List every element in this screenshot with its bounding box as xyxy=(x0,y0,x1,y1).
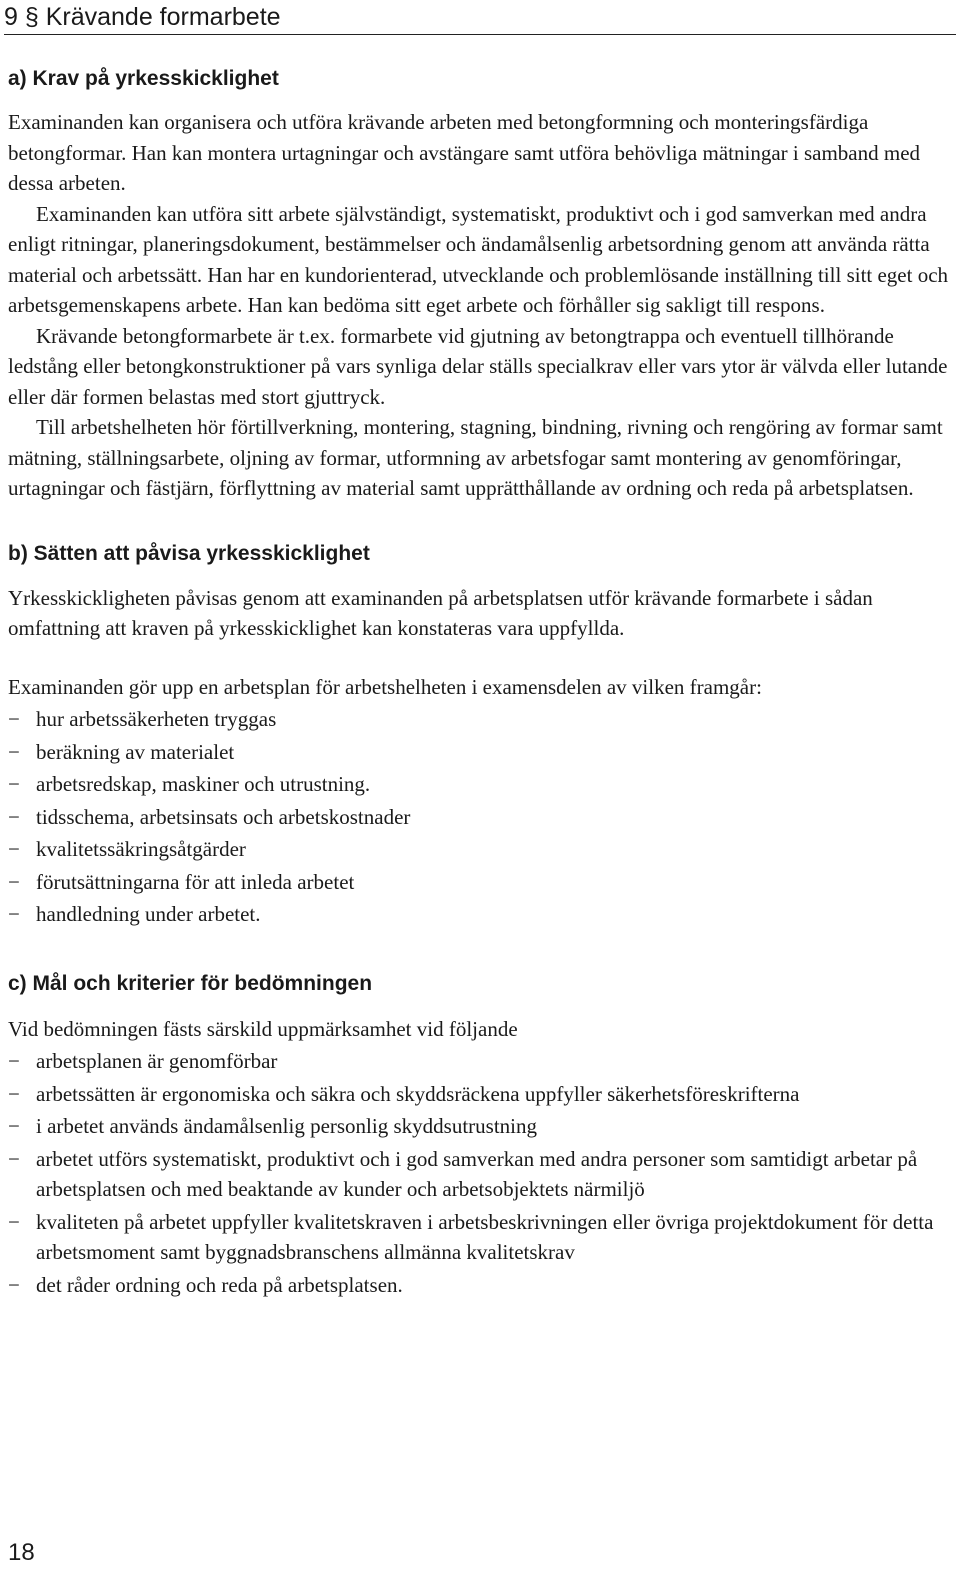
dash-marker: − xyxy=(8,1209,20,1234)
list-item: − förutsättningarna för att inleda arbetet xyxy=(8,867,952,898)
list-item: − hur arbetssäkerheten tryggas xyxy=(8,704,952,735)
section-b-paragraph-1: Yrkesskickligheten påvisas genom att examinanden på arbetsplatsen utför krävande formarbete i sådan omfattning att kraven på yrkesskicklighet kan konstateras vara uppfyllda. xyxy=(8,585,873,640)
dash-marker: − xyxy=(8,772,20,796)
dash-marker: − xyxy=(8,1146,20,1171)
list-item: − arbetet utförs systematiskt, produktivt och i god samverkan med andra personer som samtidigt arbetar på arbetsplatsen och med beaktande av kunder och arbetsobjektets närmiljö xyxy=(8,1144,952,1205)
document-body xyxy=(8,60,952,1302)
dash-marker: − xyxy=(8,739,20,764)
section-a-paragraph-4: Till arbetshelheten hör förtillverkning, montering, stagning, bindning, rivning och rengöring av formar samt mätning, ställningsarbete, oljning av formar, utformning av arbetsfogar samt montering av genomföringar, urtagningar och fästjärn, förflyttning av material samt upprätthållande av ordning och reda på arbetsplatsen. xyxy=(8,415,943,500)
list-item: − arbetsplanen är genomförbar xyxy=(8,1046,952,1077)
dash-marker: − xyxy=(8,869,20,894)
section-c-heading: c) Mål och kriterier för bedömningen xyxy=(8,971,373,995)
list-item: − i arbetet används ändamålsenlig personlig skyddsutrustning xyxy=(8,1111,952,1142)
section-c-intro: Vid bedömningen fästs särskild uppmärksamhet vid följande xyxy=(8,1016,518,1041)
dash-marker: − xyxy=(8,1272,20,1297)
dash-marker: − xyxy=(8,1049,20,1073)
section-a-paragraph-3: Krävande betongformarbete är t.ex. formarbete vid gjutning av betongtrappa och eventuell tillhörande ledstång eller betongkonstruktioner på vars synliga delar ställs specialkrav eller vars ytor är välvda eller lutande eller där formen belastas med stort gjuttryck. xyxy=(8,323,948,409)
dash-marker: − xyxy=(8,837,20,861)
dash-marker: − xyxy=(8,804,20,829)
list-item: − kvaliteten på arbetet uppfyller kvalitetskraven i arbetsbeskrivningen eller övriga projektdokument för detta arbetsmoment samt byggnadsbranschens allmänna kvalitetskrav xyxy=(8,1207,952,1268)
page-number: 18 xyxy=(8,1539,35,1566)
list-item: − handledning under arbetet. xyxy=(8,899,952,930)
list-item: − arbetssätten är ergonomiska och säkra och skyddsräckena uppfyller säkerhetsföreskrifterna xyxy=(8,1079,952,1110)
section-b-heading: b) Sätten att påvisa yrkesskicklighet xyxy=(8,541,370,565)
page-header xyxy=(4,0,956,35)
dash-marker: − xyxy=(8,902,20,926)
section-a-paragraph-1: Examinanden kan organisera och utföra krävande arbeten med betongformning och monteringsfärdiga betongformar. Han kan montera urtagningar och avstängare samt utföra behövliga mätningar i samband med dessa arbeten. xyxy=(8,110,921,195)
dash-marker: − xyxy=(8,707,20,731)
list-item: − arbetsredskap, maskiner och utrustning. xyxy=(8,769,952,800)
list-item: − tidsschema, arbetsinsats och arbetskostnader xyxy=(8,802,952,833)
section-b-paragraph-2: Examinanden gör upp en arbetsplan för arbetshelheten i examensdelen av vilken framgår: xyxy=(8,674,762,699)
section-c-list xyxy=(8,1046,952,1300)
page-title: 9 § Krävande formarbete xyxy=(4,3,281,31)
list-item: − kvalitetssäkringsåtgärder xyxy=(8,834,952,865)
list-item: − det råder ordning och reda på arbetsplatsen. xyxy=(8,1270,952,1301)
section-a-heading: a) Krav på yrkesskicklighet xyxy=(8,67,279,90)
section-b-list xyxy=(8,704,952,930)
section-a-paragraph-2: Examinanden kan utföra sitt arbete självständigt, systematiskt, produktivt och i god samverkan med andra enligt ritningar, planeringsdokument, bestämmelser och ändamålsenlig arbetsordning genom att använda rätta material och arbetssätt. Han har en kundorienterad, utvecklande och problemlösande inställning till sitt eget och arbetsgemenskapens arbete. Han kan bedöma sitt eget arbete och förhåller sig sakligt till respons. xyxy=(8,201,949,317)
dash-marker: − xyxy=(8,1114,20,1138)
dash-marker: − xyxy=(8,1081,20,1106)
list-item: − beräkning av materialet xyxy=(8,737,952,768)
